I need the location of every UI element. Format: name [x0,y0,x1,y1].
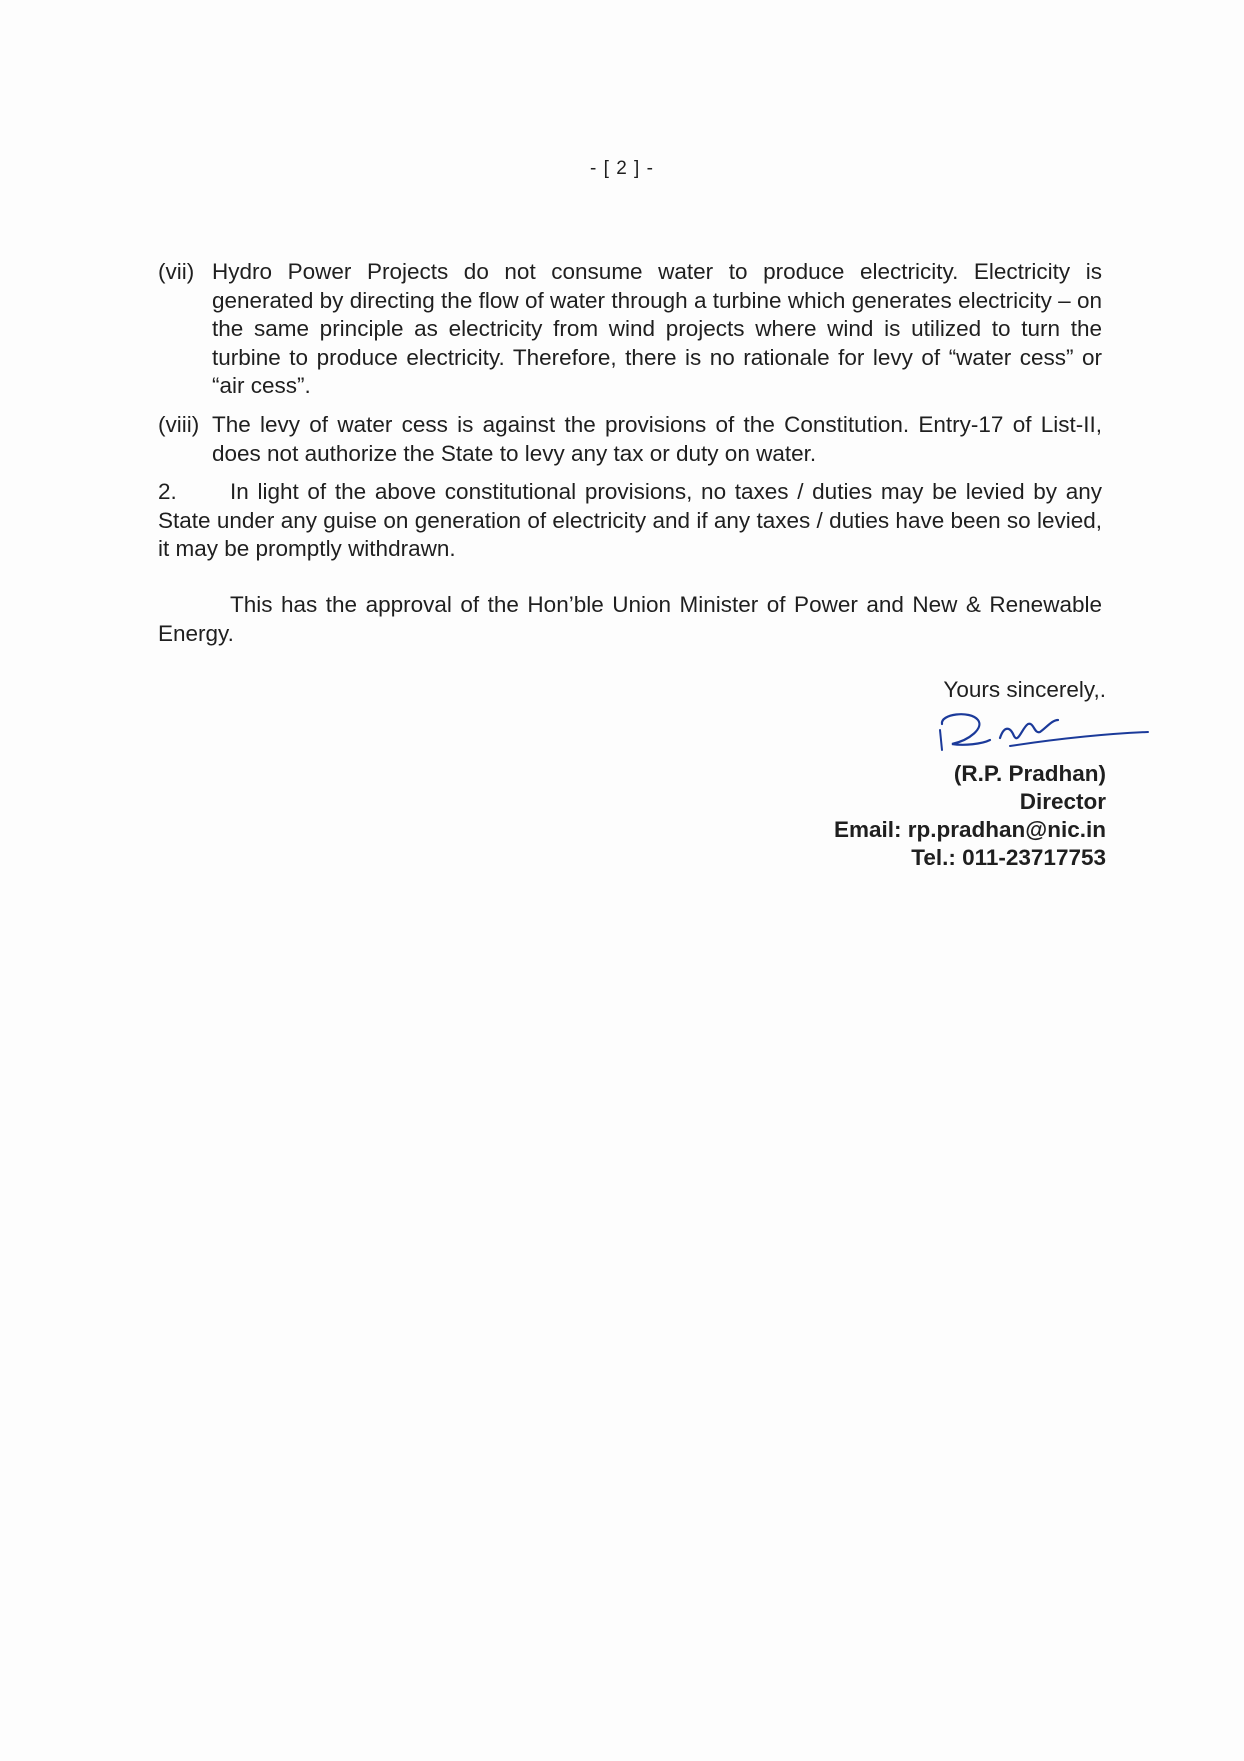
handwritten-signature [930,706,1150,766]
signature-block [834,760,1106,872]
approval-paragraph: This has the approval of the Hon’ble Union Minister of Power and New & Renewable Energy. [158,592,1102,646]
list-marker: (viii) [158,412,200,437]
list-item-text: The levy of water cess is against the provisions of the Constitution. Entry-17 of List-II, does not authorize the State to levy any tax or duty on water. [212,412,1102,466]
paragraph-2 [158,478,1102,564]
paragraph-number: 2. [158,479,177,504]
list-marker: (vii) [158,259,195,284]
page-number: - [ 2 ] - [590,158,654,179]
list-item-viii [158,411,1102,468]
signatory-designation: Director [1019,789,1106,814]
signatory-email: Email: rp.pradhan@nic.in [834,817,1106,842]
list-item-text: Hydro Power Projects do not consume water to produce electricity. Electricity is generated by directing the flow of water through a turbine which generates electricity – on the same principle as electricity from wind projects where wind is utilized to turn the turbine to produce electricity. Therefore, there is no rationale for levy of “water cess” or “air cess”. [212,259,1102,398]
paragraph-text: In light of the above constitutional provisions, no taxes / duties may be levied by any State under any guise on generation of electricity and if any taxes / duties have been so levied, it may be promptly withdrawn. [158,479,1102,561]
salutation: Yours sincerely,. [943,677,1106,702]
signatory-telephone: Tel.: 011-23717753 [911,845,1106,870]
list-item-vii [158,258,1102,401]
signatory-name: (R.P. Pradhan) [953,761,1106,786]
